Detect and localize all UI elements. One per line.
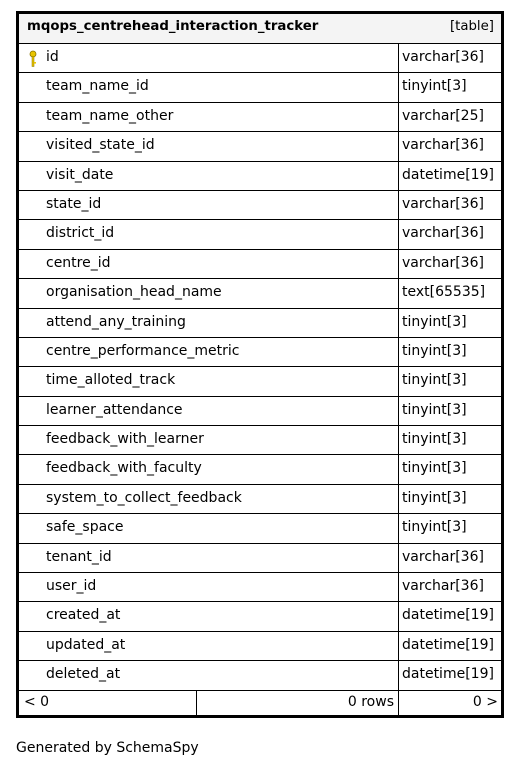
column-type-cell bbox=[399, 103, 501, 131]
column-row bbox=[19, 338, 501, 367]
column-name-cell bbox=[19, 103, 399, 131]
column-name: feedback_with_learner bbox=[46, 431, 204, 448]
column-row bbox=[19, 162, 501, 191]
footer-rows: 0 rows bbox=[347, 693, 394, 710]
column-type-cell bbox=[399, 73, 501, 101]
column-row bbox=[19, 455, 501, 484]
table-entity bbox=[16, 11, 504, 718]
column-type-cell bbox=[399, 397, 501, 425]
column-type: tinyint[3] bbox=[402, 489, 467, 506]
table-header bbox=[19, 14, 501, 44]
column-type-cell bbox=[399, 544, 501, 572]
column-row bbox=[19, 44, 501, 73]
column-type-cell bbox=[399, 220, 501, 248]
column-type: datetime[19] bbox=[402, 636, 494, 653]
column-row bbox=[19, 73, 501, 102]
column-type: tinyint[3] bbox=[402, 342, 467, 359]
column-type: tinyint[3] bbox=[402, 313, 467, 330]
column-name: state_id bbox=[46, 195, 102, 212]
column-type-cell bbox=[399, 162, 501, 190]
column-type-cell bbox=[399, 455, 501, 483]
column-name-cell bbox=[19, 220, 399, 248]
column-type: varchar[36] bbox=[402, 254, 484, 271]
column-type: tinyint[3] bbox=[402, 519, 467, 536]
column-type: datetime[19] bbox=[402, 666, 494, 683]
column-name: visit_date bbox=[46, 166, 114, 183]
column-name: organisation_head_name bbox=[46, 284, 222, 301]
footer-next-cell bbox=[399, 691, 501, 715]
table-footer bbox=[19, 691, 501, 715]
column-name-cell bbox=[19, 573, 399, 601]
column-name-cell bbox=[19, 162, 399, 190]
column-type-cell bbox=[399, 309, 501, 337]
column-row bbox=[19, 632, 501, 661]
column-name: feedback_with_faculty bbox=[46, 460, 202, 477]
column-name-cell bbox=[19, 632, 399, 660]
column-type-cell bbox=[399, 250, 501, 278]
column-name-cell bbox=[19, 250, 399, 278]
column-type: varchar[36] bbox=[402, 578, 484, 595]
column-type-cell bbox=[399, 661, 501, 689]
footer-rows-cell bbox=[197, 691, 399, 715]
footer-next: 0 > bbox=[472, 693, 498, 710]
column-row bbox=[19, 309, 501, 338]
column-name-cell bbox=[19, 338, 399, 366]
column-name: attend_any_training bbox=[46, 313, 186, 330]
column-row bbox=[19, 191, 501, 220]
column-name-cell bbox=[19, 485, 399, 513]
column-name: id bbox=[46, 49, 59, 65]
column-name: tenant_id bbox=[46, 548, 112, 565]
column-name-cell bbox=[19, 132, 399, 160]
column-type: tinyint[3] bbox=[402, 460, 467, 477]
column-name: team_name_id bbox=[46, 78, 149, 95]
column-type: varchar[25] bbox=[402, 107, 484, 124]
column-name: district_id bbox=[46, 225, 115, 242]
column-name: deleted_at bbox=[46, 666, 121, 683]
column-name-cell bbox=[19, 279, 399, 307]
column-row bbox=[19, 573, 501, 602]
column-name-cell bbox=[19, 544, 399, 572]
column-type-cell bbox=[399, 44, 501, 72]
column-type: varchar[36] bbox=[402, 49, 484, 65]
column-type-cell bbox=[399, 132, 501, 160]
column-name: system_to_collect_feedback bbox=[46, 489, 242, 506]
column-name: centre_performance_metric bbox=[46, 342, 240, 359]
column-type: datetime[19] bbox=[402, 607, 494, 624]
column-row bbox=[19, 367, 501, 396]
column-row bbox=[19, 661, 501, 690]
column-name-cell bbox=[19, 309, 399, 337]
column-type: varchar[36] bbox=[402, 137, 484, 154]
column-type: tinyint[3] bbox=[402, 372, 467, 389]
table-kind: [table] bbox=[449, 19, 494, 34]
column-row bbox=[19, 485, 501, 514]
column-name-cell bbox=[19, 426, 399, 454]
column-name: team_name_other bbox=[46, 107, 174, 124]
column-type: tinyint[3] bbox=[402, 78, 467, 95]
column-row bbox=[19, 514, 501, 543]
column-row bbox=[19, 544, 501, 573]
column-type: varchar[36] bbox=[402, 195, 484, 212]
column-type: tinyint[3] bbox=[402, 431, 467, 448]
key-icon bbox=[27, 50, 41, 68]
column-name: updated_at bbox=[46, 636, 126, 653]
column-type-cell bbox=[399, 426, 501, 454]
column-type-cell bbox=[399, 632, 501, 660]
table-name: mqops_centrehead_interaction_tracker bbox=[27, 19, 319, 34]
column-name: centre_id bbox=[46, 254, 111, 271]
column-row bbox=[19, 220, 501, 249]
column-name: time_alloted_track bbox=[46, 372, 176, 389]
column-type-cell bbox=[399, 602, 501, 630]
column-name-cell bbox=[19, 44, 399, 72]
column-row bbox=[19, 397, 501, 426]
footer-prev: < 0 bbox=[24, 693, 50, 710]
footer-prev-cell bbox=[19, 691, 197, 715]
column-name-cell bbox=[19, 191, 399, 219]
column-type: datetime[19] bbox=[402, 166, 494, 183]
column-type-cell bbox=[399, 338, 501, 366]
column-name-cell bbox=[19, 514, 399, 542]
column-name: safe_space bbox=[46, 519, 124, 536]
column-name: learner_attendance bbox=[46, 401, 183, 418]
column-type-cell bbox=[399, 367, 501, 395]
column-type: tinyint[3] bbox=[402, 401, 467, 418]
column-name-cell bbox=[19, 602, 399, 630]
column-name: user_id bbox=[46, 578, 97, 595]
column-type-cell bbox=[399, 191, 501, 219]
column-row bbox=[19, 426, 501, 455]
generated-by-text: Generated by SchemaSpy bbox=[16, 740, 199, 756]
column-row bbox=[19, 103, 501, 132]
column-type-cell bbox=[399, 514, 501, 542]
column-type-cell bbox=[399, 573, 501, 601]
column-name-cell bbox=[19, 661, 399, 689]
column-type: varchar[36] bbox=[402, 225, 484, 242]
column-row bbox=[19, 602, 501, 631]
column-name: created_at bbox=[46, 607, 121, 624]
column-type: varchar[36] bbox=[402, 548, 484, 565]
column-name-cell bbox=[19, 367, 399, 395]
column-row bbox=[19, 132, 501, 161]
column-name: visited_state_id bbox=[46, 137, 155, 154]
column-name-cell bbox=[19, 397, 399, 425]
column-name-cell bbox=[19, 73, 399, 101]
column-row bbox=[19, 250, 501, 279]
column-row bbox=[19, 279, 501, 308]
column-type-cell bbox=[399, 279, 501, 307]
column-name-cell bbox=[19, 455, 399, 483]
column-list bbox=[19, 44, 501, 691]
column-type: text[65535] bbox=[402, 284, 486, 301]
column-type-cell bbox=[399, 485, 501, 513]
